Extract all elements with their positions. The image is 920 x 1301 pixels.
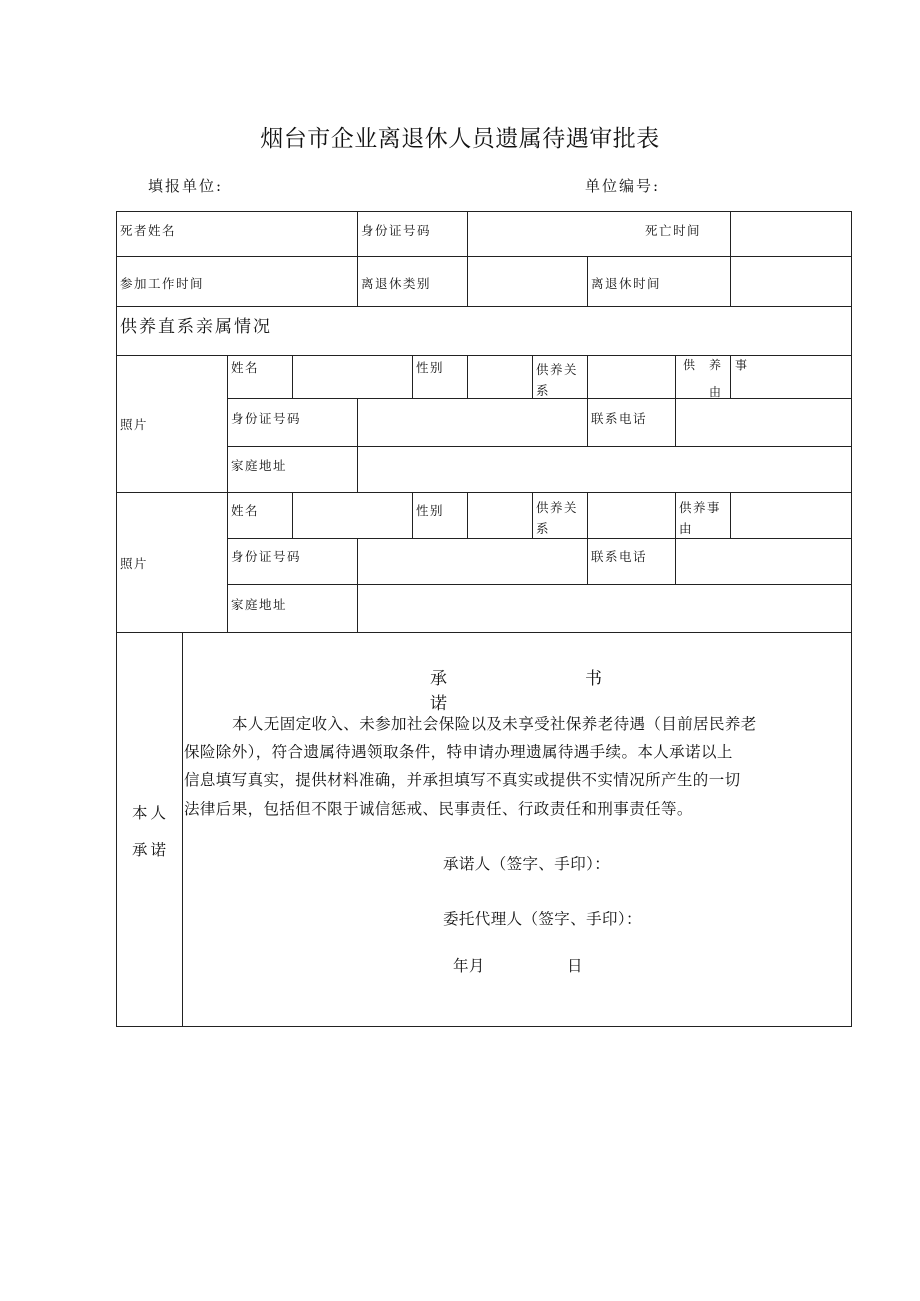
dependent-1-photo-label: 照片 (120, 417, 149, 432)
pledge-content-cell (182, 632, 852, 1027)
dependent-1-gender-label: 性别 (416, 360, 445, 375)
dependent-2-photo-label: 照片 (120, 556, 149, 571)
cell-death-time-value[interactable] (730, 211, 852, 256)
pledge-signer-label: 承诺人（签字、手印）： (443, 855, 611, 873)
dependent-2-id-label: 身份证号码 (231, 549, 302, 564)
dependent-1-phone-label: 联系电话 (591, 411, 648, 426)
dependent-2-reason-label-b: 由 (679, 521, 694, 536)
cell-retire-time-value[interactable] (730, 256, 852, 306)
dependent-2-relation-label-a: 供养关 (536, 500, 579, 515)
pledge-agent-label: 委托代理人（签字、手印）： (443, 910, 642, 928)
pledge-date-year-month: 年月 (453, 957, 485, 975)
dependent-2-gender-label: 性别 (416, 503, 445, 518)
pledge-text-line-4: 法律后果，包括但不限于诚信惩戒、民事责任、行政责任和刑事责任等。 (184, 800, 693, 818)
page-title: 烟台市企业离退休人员遗属待遇审批表 (260, 126, 660, 152)
dependent-1-relation-value[interactable] (587, 355, 675, 398)
work-start-label: 参加工作时间 (120, 276, 205, 291)
pledge-side-label-2: 承诺 (132, 841, 170, 859)
deceased-name-label: 死者姓名 (120, 223, 177, 238)
dependent-2-relation-label-b: 系 (536, 521, 551, 536)
dependent-1-address-value[interactable] (357, 446, 852, 492)
dependent-1-relation-label-b: 系 (536, 383, 551, 398)
dependent-2-phone-label: 联系电话 (591, 549, 648, 564)
pledge-side-label-1: 本人 (132, 804, 170, 822)
dependent-1-address-label: 家庭地址 (231, 458, 288, 473)
dependent-2-gender-value[interactable] (467, 492, 532, 538)
unit-code-label: 单位编号: (585, 177, 661, 195)
dependent-1-id-label: 身份证号码 (231, 411, 302, 426)
pledge-text-line-3: 信息填写真实，提供材料准确，并承担填写不真实或提供不实情况所产生的一切 (184, 771, 741, 789)
dependent-2-name-label: 姓名 (231, 503, 260, 518)
reporting-unit-label: 填报单位: (148, 177, 224, 195)
dependent-2-address-value[interactable] (357, 584, 852, 632)
pledge-date-day: 日 (567, 957, 583, 975)
pledge-side-cell (116, 632, 182, 1027)
dependent-1-gender-value[interactable] (467, 355, 532, 398)
dependent-1-phone-value[interactable] (675, 398, 852, 446)
dependent-2-address-label: 家庭地址 (231, 597, 288, 612)
deceased-id-label: 身份证号码 (361, 223, 432, 238)
dependent-1-reason-label-b: 由 (709, 385, 723, 399)
pledge-title-left: 承诺 (430, 669, 447, 714)
dependent-2-reason-value[interactable] (730, 492, 852, 538)
dependent-2-id-value[interactable] (357, 538, 587, 584)
dependent-1-relation-label-a: 供养关 (536, 362, 579, 377)
dependent-1-id-value[interactable] (357, 398, 587, 446)
pledge-text-line-2: 保险除外），符合遗属待遇领取条件，特申请办理遗属待遇手续。本人承诺以上 (184, 743, 733, 761)
retire-time-label: 离退休时间 (591, 276, 662, 291)
dependents-section-title: 供养直系亲属情况 (120, 317, 272, 337)
pledge-title-right: 书 (585, 669, 602, 689)
death-time-label: 死亡时间 (645, 223, 702, 238)
dependent-1-name-value[interactable] (292, 355, 412, 398)
dependent-1-name-label: 姓名 (231, 360, 260, 375)
pledge-text-line-1: 本人无固定收入、未参加社会保险以及未享受社保养老待遇（目前居民养老 (232, 715, 757, 733)
retire-type-label: 离退休类别 (361, 276, 432, 291)
dependent-2-phone-value[interactable] (675, 538, 852, 584)
cell-retire-type-value[interactable] (467, 256, 587, 306)
dependent-2-relation-value[interactable] (587, 492, 675, 538)
dependent-2-name-value[interactable] (292, 492, 412, 538)
dependent-2-reason-label-a: 供养事 (679, 500, 722, 515)
dependent-1-reason-label-a: 供养事 (683, 358, 762, 372)
